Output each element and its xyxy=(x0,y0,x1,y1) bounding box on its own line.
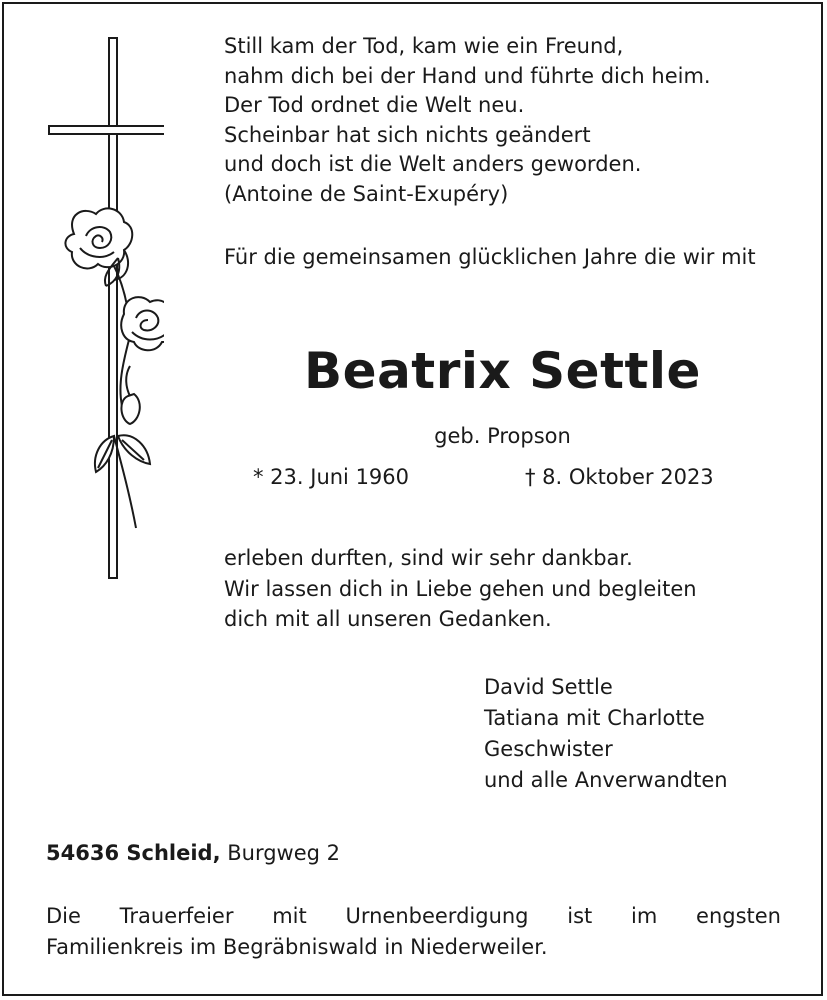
address-street: Burgweg 2 xyxy=(227,841,341,865)
thanks-text xyxy=(224,543,697,635)
mourner: Tatiana mit Charlotte xyxy=(484,706,705,730)
poem xyxy=(224,32,711,209)
mourners-list xyxy=(484,672,728,796)
poem-line: Still kam der Tod, kam wie ein Freund, xyxy=(224,34,624,58)
deceased-name: Beatrix Settle xyxy=(304,342,701,400)
intro-text: Für die gemeinsamen glücklichen Jahre die wir mit xyxy=(224,245,756,269)
poem-author: (Antoine de Saint-Exupéry) xyxy=(224,181,509,206)
death-date: † 8. Oktober 2023 xyxy=(525,465,714,489)
poem-line: nahm dich bei der Hand und führte dich heim. xyxy=(224,63,711,88)
thanks-line: dich mit all unseren Gedanken. xyxy=(224,607,552,631)
poem-line: Der Tod ordnet die Welt neu. xyxy=(224,93,525,117)
funeral-notice xyxy=(46,901,781,963)
mourner: David Settle xyxy=(484,675,613,699)
funeral-line: Familienkreis im Begräbniswald in Niederweiler. xyxy=(46,935,548,959)
birth-date: * 23. Juni 1960 xyxy=(253,465,410,489)
address xyxy=(46,838,340,868)
maiden-name: geb. Propson xyxy=(434,424,571,448)
mourner: und alle Anverwandten xyxy=(484,768,728,792)
funeral-line: Die Trauerfeier mit Urnenbeerdigung ist im engsten xyxy=(46,904,781,928)
address-city: 54636 Schleid, xyxy=(46,841,221,865)
thanks-line: erleben durften, sind wir sehr dankbar. xyxy=(224,546,633,570)
mourner: Geschwister xyxy=(484,737,613,761)
thanks-line: Wir lassen dich in Liebe gehen und begleiten xyxy=(224,576,697,601)
cross-with-roses-icon xyxy=(44,36,164,581)
poem-line: Scheinbar hat sich nichts geändert xyxy=(224,122,591,147)
poem-line: und doch ist die Welt anders geworden. xyxy=(224,152,642,176)
